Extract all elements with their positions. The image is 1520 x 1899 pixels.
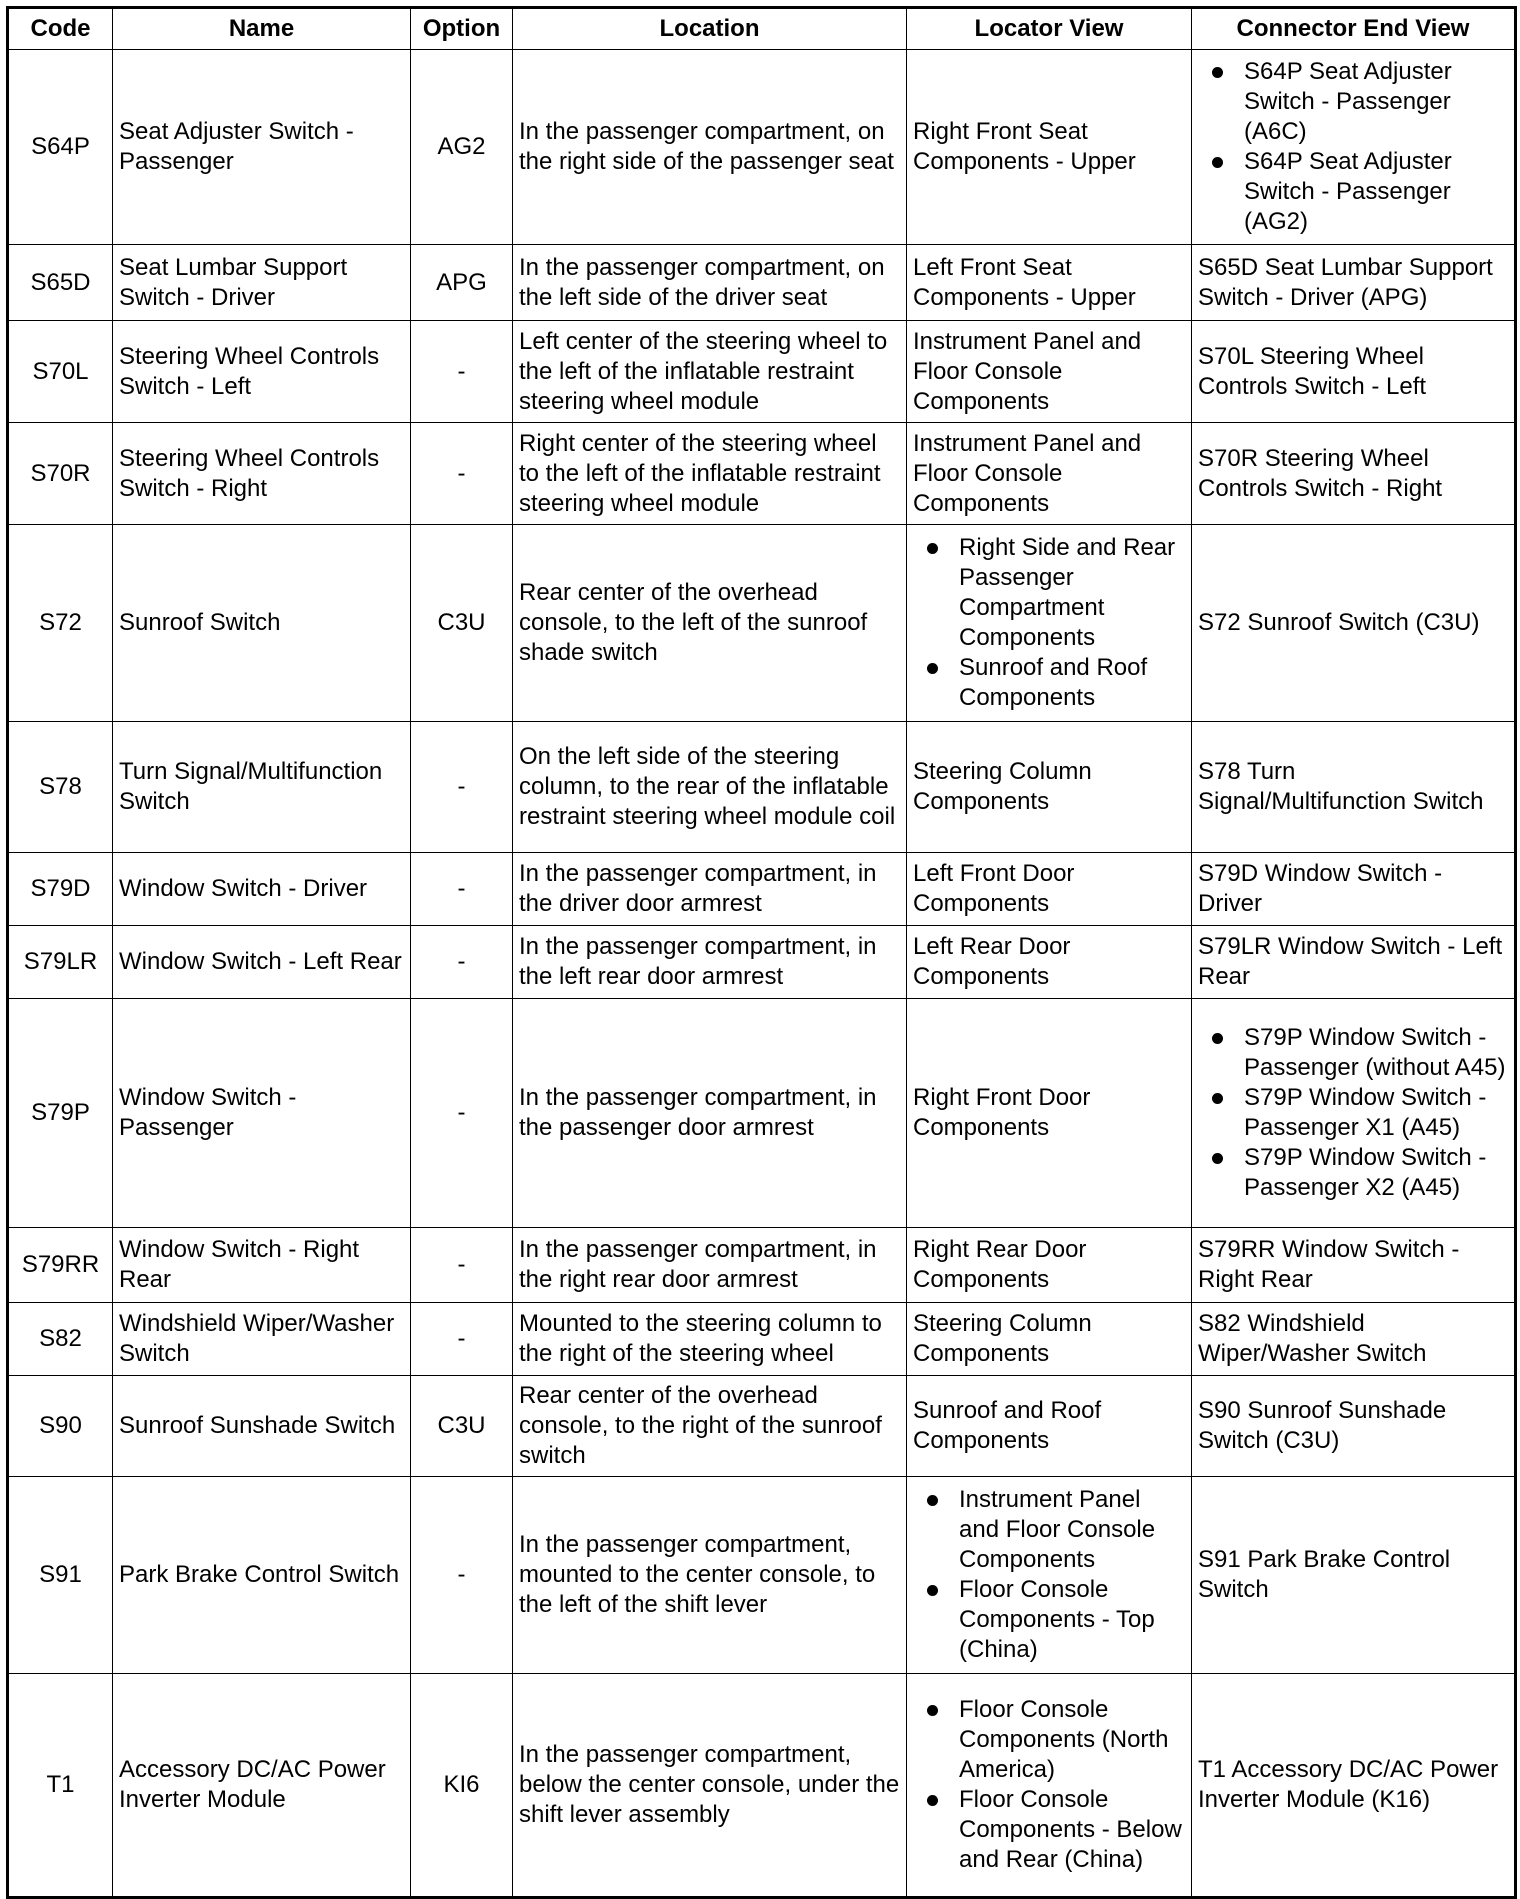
column-header-code: Code — [8, 8, 113, 50]
connector-text: S70L Steering Wheel Controls Switch - Left — [1198, 342, 1427, 400]
location-cell: Rear center of the overhead console, to the left of the sunroof shade switch — [513, 525, 907, 722]
connector-text: S90 Sunroof Sunshade Switch (C3U) — [1198, 1397, 1447, 1454]
table-row — [8, 1228, 1516, 1303]
code-cell: S70R — [8, 423, 113, 525]
column-header-connector-end-view: Connector End View — [1192, 8, 1516, 50]
table-row — [8, 525, 1516, 722]
column-header-name: Name — [113, 8, 411, 50]
column-header-locator-view: Locator View — [907, 8, 1192, 50]
table-row — [8, 1376, 1516, 1477]
code-cell: S64P — [8, 50, 113, 245]
name-cell: Window Switch - Driver — [113, 853, 411, 926]
location-cell: In the passenger compartment, in the passenger door armrest — [513, 999, 907, 1228]
column-header-option: Option — [411, 8, 513, 50]
connector-cell — [1192, 1674, 1516, 1898]
location-cell: In the passenger compartment, in the driver door armrest — [513, 853, 907, 926]
option-cell: - — [411, 1303, 513, 1376]
list-item: Sunroof and Roof Components — [959, 653, 1185, 713]
table-row — [8, 999, 1516, 1228]
locator-cell — [907, 245, 1192, 321]
locator-cell — [907, 722, 1192, 853]
option-cell: - — [411, 853, 513, 926]
option-cell: - — [411, 321, 513, 423]
name-cell: Park Brake Control Switch — [113, 1477, 411, 1674]
connector-text: T1 Accessory DC/AC Power Inverter Module (K16) — [1198, 1756, 1499, 1813]
connector-cell — [1192, 1228, 1516, 1303]
list-item: S64P Seat Adjuster Switch - Passenger (A6C) — [1244, 57, 1508, 147]
locator-list — [913, 1485, 1185, 1665]
component-locator-table — [6, 6, 1517, 1899]
locator-cell — [907, 1376, 1192, 1477]
code-cell: S90 — [8, 1376, 113, 1477]
locator-cell — [907, 926, 1192, 999]
locator-text: Instrument Panel and Floor Console Components — [913, 327, 1142, 415]
option-cell: C3U — [411, 525, 513, 722]
name-cell: Windshield Wiper/Washer Switch — [113, 1303, 411, 1376]
location-cell: Rear center of the overhead console, to the right of the sunroof switch — [513, 1376, 907, 1477]
location-cell: Left center of the steering wheel to the left of the inflatable restraint steering wheel module — [513, 321, 907, 423]
connector-cell — [1192, 423, 1516, 525]
location-cell: In the passenger compartment, on the right side of the passenger seat — [513, 50, 907, 245]
location-cell: In the passenger compartment, below the center console, under the shift lever assembly — [513, 1674, 907, 1898]
table-row — [8, 245, 1516, 321]
option-cell: - — [411, 999, 513, 1228]
locator-text: Right Rear Door Components — [913, 1236, 1087, 1293]
code-cell: S79RR — [8, 1228, 113, 1303]
code-cell: S91 — [8, 1477, 113, 1674]
option-cell: AG2 — [411, 50, 513, 245]
name-cell: Window Switch - Left Rear — [113, 926, 411, 999]
location-cell: In the passenger compartment, on the left side of the driver seat — [513, 245, 907, 321]
connector-cell — [1192, 1303, 1516, 1376]
code-cell: S70L — [8, 321, 113, 423]
location-cell: On the left side of the steering column, to the rear of the inflatable restraint steering wheel module coil — [513, 722, 907, 853]
code-cell: S65D — [8, 245, 113, 321]
code-cell: T1 — [8, 1674, 113, 1898]
location-cell: Right center of the steering wheel to the left of the inflatable restraint steering wheel module — [513, 423, 907, 525]
table-row — [8, 50, 1516, 245]
option-cell: - — [411, 722, 513, 853]
connector-cell — [1192, 853, 1516, 926]
list-item: Floor Console Components (North America) — [959, 1695, 1185, 1785]
locator-text: Steering Column Components — [913, 1310, 1092, 1367]
connector-cell — [1192, 999, 1516, 1228]
locator-text: Sunroof and Roof Components — [913, 1397, 1102, 1454]
list-item: Instrument Panel and Floor Console Components — [959, 1485, 1185, 1575]
locator-cell — [907, 423, 1192, 525]
locator-text: Right Front Door Components — [913, 1084, 1091, 1141]
locator-cell — [907, 1303, 1192, 1376]
connector-cell — [1192, 722, 1516, 853]
table-row — [8, 926, 1516, 999]
connector-text: S78 Turn Signal/Multifunction Switch — [1198, 758, 1484, 815]
connector-cell — [1192, 245, 1516, 321]
table-row — [8, 321, 1516, 423]
name-cell: Sunroof Sunshade Switch — [113, 1376, 411, 1477]
column-header-location: Location — [513, 8, 907, 50]
connector-cell — [1192, 525, 1516, 722]
list-item: Right Side and Rear Passenger Compartment Components — [959, 533, 1185, 653]
list-item: S79P Window Switch - Passenger X2 (A45) — [1244, 1143, 1508, 1203]
connector-list — [1198, 57, 1508, 237]
connector-text: S70R Steering Wheel Controls Switch - Right — [1198, 444, 1443, 502]
option-cell: - — [411, 1477, 513, 1674]
name-cell: Window Switch - Right Rear — [113, 1228, 411, 1303]
option-cell: APG — [411, 245, 513, 321]
name-cell: Seat Adjuster Switch - Passenger — [113, 50, 411, 245]
connector-cell — [1192, 1376, 1516, 1477]
locator-text: Instrument Panel and Floor Console Components — [913, 429, 1142, 517]
location-cell: In the passenger compartment, in the left rear door armrest — [513, 926, 907, 999]
list-item: S79P Window Switch - Passenger X1 (A45) — [1244, 1083, 1508, 1143]
connector-text: S91 Park Brake Control Switch — [1198, 1546, 1451, 1603]
locator-cell — [907, 50, 1192, 245]
locator-text: Steering Column Components — [913, 758, 1092, 815]
location-cell: In the passenger compartment, in the right rear door armrest — [513, 1228, 907, 1303]
table-row — [8, 853, 1516, 926]
locator-list — [913, 533, 1185, 713]
code-cell: S79LR — [8, 926, 113, 999]
locator-cell — [907, 525, 1192, 722]
code-cell: S82 — [8, 1303, 113, 1376]
name-cell: Sunroof Switch — [113, 525, 411, 722]
location-cell: In the passenger compartment, mounted to the center console, to the left of the shift lever — [513, 1477, 907, 1674]
option-cell: - — [411, 926, 513, 999]
list-item: Floor Console Components - Below and Rear (China) — [959, 1785, 1185, 1875]
locator-text: Left Rear Door Components — [913, 933, 1071, 990]
locator-cell — [907, 1228, 1192, 1303]
table-row — [8, 1674, 1516, 1898]
connector-cell — [1192, 926, 1516, 999]
connector-text: S79LR Window Switch - Left Rear — [1198, 933, 1503, 990]
name-cell: Accessory DC/AC Power Inverter Module — [113, 1674, 411, 1898]
connector-text: S65D Seat Lumbar Support Switch - Driver (APG) — [1198, 253, 1493, 311]
header-row — [8, 8, 1516, 50]
connector-text: S79D Window Switch - Driver — [1198, 860, 1443, 917]
locator-text: Right Front Seat Components - Upper — [913, 118, 1136, 175]
locator-text: Left Front Seat Components - Upper — [913, 253, 1136, 311]
connector-list — [1198, 1023, 1508, 1203]
name-cell: Turn Signal/Multifunction Switch — [113, 722, 411, 853]
locator-cell — [907, 1674, 1192, 1898]
table-row — [8, 1477, 1516, 1674]
table-row — [8, 722, 1516, 853]
name-cell: Steering Wheel Controls Switch - Left — [113, 321, 411, 423]
connector-text: S79RR Window Switch - Right Rear — [1198, 1236, 1460, 1293]
option-cell: KI6 — [411, 1674, 513, 1898]
code-cell: S79D — [8, 853, 113, 926]
name-cell: Seat Lumbar Support Switch - Driver — [113, 245, 411, 321]
connector-cell — [1192, 321, 1516, 423]
locator-cell — [907, 999, 1192, 1228]
code-cell: S78 — [8, 722, 113, 853]
option-cell: - — [411, 1228, 513, 1303]
option-cell: C3U — [411, 1376, 513, 1477]
connector-cell — [1192, 1477, 1516, 1674]
location-cell: Mounted to the steering column to the right of the steering wheel — [513, 1303, 907, 1376]
table-row — [8, 423, 1516, 525]
option-cell: - — [411, 423, 513, 525]
name-cell: Steering Wheel Controls Switch - Right — [113, 423, 411, 525]
connector-text: S82 Windshield Wiper/Washer Switch — [1198, 1310, 1427, 1367]
locator-cell — [907, 321, 1192, 423]
locator-cell — [907, 1477, 1192, 1674]
name-cell: Window Switch - Passenger — [113, 999, 411, 1228]
list-item: S79P Window Switch - Passenger (without A45) — [1244, 1023, 1508, 1083]
locator-cell — [907, 853, 1192, 926]
code-cell: S79P — [8, 999, 113, 1228]
locator-list — [913, 1695, 1185, 1875]
locator-text: Left Front Door Components — [913, 860, 1075, 917]
code-cell: S72 — [8, 525, 113, 722]
table-row — [8, 1303, 1516, 1376]
list-item: S64P Seat Adjuster Switch - Passenger (AG2) — [1244, 147, 1508, 237]
list-item: Floor Console Components - Top (China) — [959, 1575, 1185, 1665]
connector-cell — [1192, 50, 1516, 245]
connector-text: S72 Sunroof Switch (C3U) — [1198, 609, 1480, 636]
